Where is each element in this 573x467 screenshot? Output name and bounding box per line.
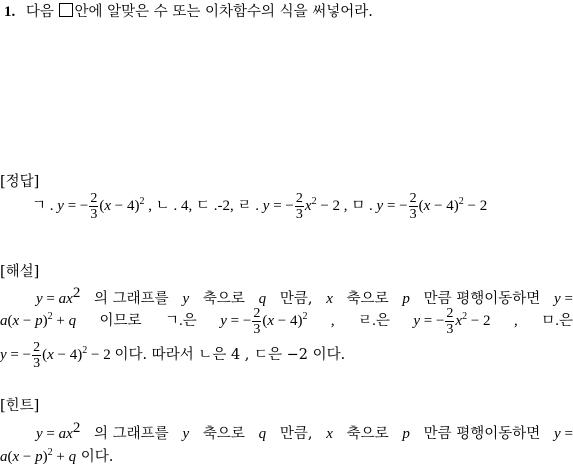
explanation-line-1: $y = ax^2$ 의 그래프를 y 축으로 q 만큼, x 축으로 p 만큼 평행이동하면 y = xyxy=(36,285,573,307)
explanation-line-2: $a(x - p)^2 + q$ 이므로 ㄱ.은 y = − $\frac{2}{3}$ $(x - 4)^2$ , ㄹ.은 y = − $\frac{2}{3}$ $x^2 - 2$ , ㅁ.은 xyxy=(0,305,573,337)
fraction: $\frac{2}{3}$ xyxy=(446,305,454,337)
hint-heading: [힌트] xyxy=(0,398,40,414)
fraction: $\frac{2}{3}$ xyxy=(33,339,41,371)
explanation-heading: [해설] xyxy=(0,264,40,280)
hint-line-2: $a(x - p)^2 + q$ 이다. xyxy=(0,447,114,465)
blank-box-icon xyxy=(59,3,73,17)
answer-line: ㄱ . y = − $\frac{2}{3}$ $(x - 4)^2$ , ㄴ . 4, ㄷ .-2, ㄹ . y = − $\frac{2}{3}$ $x^2 - 2$ , ㅁ . y = − $\frac{2}{3}$ $(x - 4)^2 - 2$ xyxy=(32,190,488,222)
question-number: 1. xyxy=(4,4,16,20)
question-text-before: 다음 xyxy=(25,4,54,20)
fraction: $\frac{2}{3}$ xyxy=(409,190,417,222)
answer-heading: [정답] xyxy=(0,174,40,190)
hint-line-1: $y = ax^2$ 의 그래프를 y 축으로 q 만큼, x 축으로 p 만큼 평행이동하면 y = xyxy=(36,420,573,442)
explanation-line-3: y = − $\frac{2}{3}$ $(x - 4)^2 - 2$ 이다. 따라서 ㄴ은 4 , ㄷ은 −2 이다. xyxy=(0,339,346,371)
fraction: $\frac{2}{3}$ xyxy=(90,190,98,222)
fraction: $\frac{2}{3}$ xyxy=(295,190,303,222)
question-text-after: 안에 알맞은 수 또는 이차함수의 식을 써넣어라. xyxy=(74,4,373,20)
fraction: $\frac{2}{3}$ xyxy=(253,305,261,337)
question-line xyxy=(4,3,373,21)
